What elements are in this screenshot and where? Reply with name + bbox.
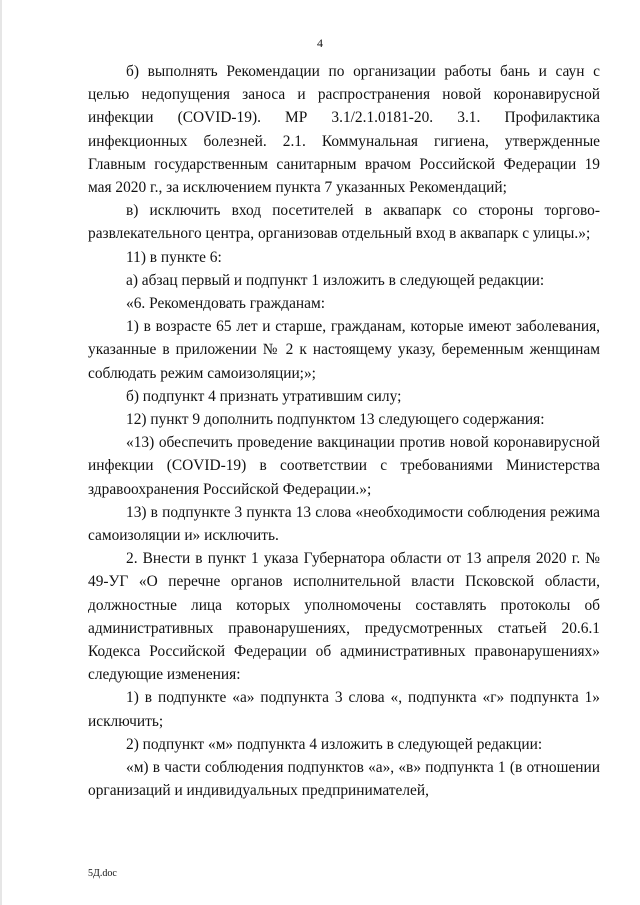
paragraph: 2. Внести в пункт 1 указа Губернатора области от 13 апреля 2020 г. № 49-УГ «О перечне органов исполнительной власти Псковской области, должностные лица которых уполномочены составлять протоколы об административных правонарушениях, предусмотренных статьей 20.6.1 Кодекса Российской Федерации об административных правонарушениях» следующие изменения: <box>88 550 600 684</box>
document-body <box>88 60 600 803</box>
paragraph: а) абзац первый и подпункт 1 изложить в следующей редакции: <box>126 271 545 289</box>
paragraph: 1) в подпункте «а» подпункта 3 слова «, подпункта «г» подпункта 1» исключить; <box>88 689 600 730</box>
paragraph: 2) подпункт «м» подпункта 4 изложить в следующей редакции: <box>126 735 543 753</box>
paragraph: 1) в возрасте 65 лет и старше, гражданам, которые имеют заболевания, указанные в приложении № 2 к настоящему указу, беременным женщинам соблюдать режим самоизоляции;»; <box>88 318 600 382</box>
paragraph: б) выполнять Рекомендации по организации работы бань и саун с целью недопущения заноса и распространения новой коронавирусной инфекции (COVID-19). МР 3.1/2.1.0181-20. 3.1. Профилактика инфекционных болезней. 2.1. Коммунальная гигиена, утвержденные Главным государственным санитарным врачом Российской Федерации 19 мая 2020 г., за исключением пункта 7 указанных Рекомендаций; <box>88 63 600 197</box>
paragraph: 11) в пункте 6: <box>126 248 222 266</box>
paragraph: в) исключить вход посетителей в аквапарк со стороны торгово-развлекательного центра, организовав отдельный вход в аквапарк с улицы.»; <box>88 202 600 243</box>
page-number: 4 <box>317 36 323 50</box>
paragraph: «6. Рекомендовать гражданам: <box>126 295 326 313</box>
paragraph: 13) в подпункте 3 пункта 13 слова «необходимости соблюдения режима самоизоляции и» исключить. <box>88 503 600 545</box>
paragraph: «13) обеспечить проведение вакцинации против новой коронавирусной инфекции (COVID-19) в соответствии с требованиями Министерства здравоохранения Российской Федерации.»; <box>88 434 600 498</box>
scan-edge <box>0 0 2 905</box>
file-name-footer: 5Д.doc <box>88 868 117 879</box>
paragraph: «м) в части соблюдения подпунктов «а», «в» подпункта 1 (в отношении организаций и индивидуальных предпринимателей, <box>88 759 600 800</box>
paragraph: 12) пункт 9 дополнить подпунктом 13 следующего содержания: <box>126 411 545 429</box>
paragraph: б) подпункт 4 признать утратившим силу; <box>126 387 402 405</box>
